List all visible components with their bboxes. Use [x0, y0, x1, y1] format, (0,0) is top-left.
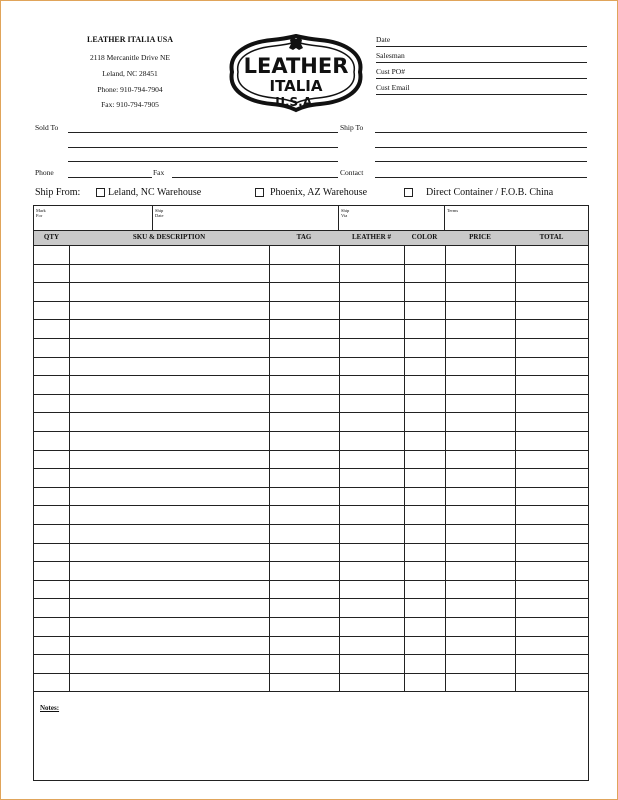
table-row[interactable]: [34, 654, 588, 655]
table-row[interactable]: [34, 301, 588, 302]
ship-to-line-1[interactable]: [375, 132, 587, 133]
notes-label: Notes:: [40, 704, 60, 712]
salesman-field[interactable]: [376, 62, 587, 63]
col-price: PRICE: [469, 233, 491, 241]
sold-to-line-1[interactable]: [68, 132, 338, 133]
sold-to-label: Sold To: [35, 123, 59, 132]
phoenix-checkbox[interactable]: [255, 188, 264, 197]
leland-option-label: Leland, NC Warehouse: [108, 187, 202, 198]
table-row[interactable]: [34, 338, 588, 339]
ship-to-line-2[interactable]: [375, 147, 587, 148]
table-row[interactable]: [34, 561, 588, 562]
fax-field[interactable]: [172, 177, 338, 178]
ship-date-cell[interactable]: Ship Date: [152, 206, 153, 230]
direct-container-option-label: Direct Container / F.O.B. China: [426, 187, 554, 198]
sold-to-line-2[interactable]: [68, 147, 338, 148]
company-fax: Fax: 910-794-7905: [101, 100, 159, 109]
contact-label: Contact: [340, 168, 364, 177]
cust-email-label: Cust Email: [376, 83, 410, 92]
logo-line1: LEATHER: [243, 54, 349, 78]
phone-field[interactable]: [68, 177, 152, 178]
table-row[interactable]: [34, 598, 588, 599]
table-row[interactable]: [34, 505, 588, 506]
terms-cell[interactable]: Terms: [444, 206, 445, 230]
ship-from-label: Ship From:: [35, 187, 81, 198]
table-row[interactable]: [34, 412, 588, 413]
table-row[interactable]: [34, 319, 588, 320]
cust-po-field[interactable]: [376, 78, 587, 79]
company-city: Leland, NC 28451: [102, 69, 158, 78]
sold-to-line-3[interactable]: [68, 161, 338, 162]
company-name: LEATHER ITALIA USA: [87, 35, 173, 44]
salesman-label: Salesman: [376, 51, 405, 60]
contact-field[interactable]: [375, 177, 587, 178]
direct-container-checkbox[interactable]: [404, 188, 413, 197]
table-row[interactable]: [34, 264, 588, 265]
phoenix-option-label: Phoenix, AZ Warehouse: [270, 187, 368, 198]
table-row[interactable]: [34, 450, 588, 451]
table-header: [34, 231, 588, 246]
ship-to-line-3[interactable]: [375, 161, 587, 162]
col-tag: TAG: [296, 233, 312, 241]
notes-box[interactable]: [33, 691, 589, 781]
leland-checkbox[interactable]: [96, 188, 105, 197]
col-qty: QTY: [43, 233, 60, 241]
table-row[interactable]: [34, 468, 588, 469]
col-total: TOTAL: [539, 233, 564, 241]
cust-po-label: Cust PO#: [376, 67, 405, 76]
table-row[interactable]: [34, 617, 588, 618]
cust-email-field[interactable]: [376, 94, 587, 95]
fax-label: Fax: [153, 168, 165, 177]
table-row[interactable]: [34, 375, 588, 376]
date-label: Date: [376, 35, 391, 44]
table-row[interactable]: [34, 357, 588, 358]
company-logo: [222, 26, 370, 118]
col-color: COLOR: [411, 233, 438, 241]
table-row[interactable]: [34, 487, 588, 488]
logo-line3: U.S.A.: [275, 95, 317, 109]
logo-line2: ITALIA: [269, 77, 323, 95]
table-row[interactable]: [34, 580, 588, 581]
date-field[interactable]: [376, 46, 587, 47]
table-row[interactable]: [34, 673, 588, 674]
table-row[interactable]: [34, 282, 588, 283]
table-row[interactable]: [34, 431, 588, 432]
col-leather-number: LEATHER #: [352, 233, 391, 241]
table-row[interactable]: [34, 524, 588, 525]
table-row[interactable]: [34, 636, 588, 637]
col-sku-description: SKU & DESCRIPTION: [132, 233, 206, 241]
ship-via-cell[interactable]: Ship Via: [338, 206, 339, 230]
company-address: 2118 Mercanitle Drive NE: [90, 53, 170, 62]
ship-to-label: Ship To: [340, 123, 364, 132]
phone-label: Phone: [35, 168, 54, 177]
company-phone: Phone: 910-794-7904: [97, 85, 163, 94]
table-row[interactable]: [34, 543, 588, 544]
table-row[interactable]: [34, 394, 588, 395]
line-items-table: [33, 230, 589, 692]
shipping-info-box: Mark For Ship Date Ship Via Terms: [33, 205, 589, 231]
